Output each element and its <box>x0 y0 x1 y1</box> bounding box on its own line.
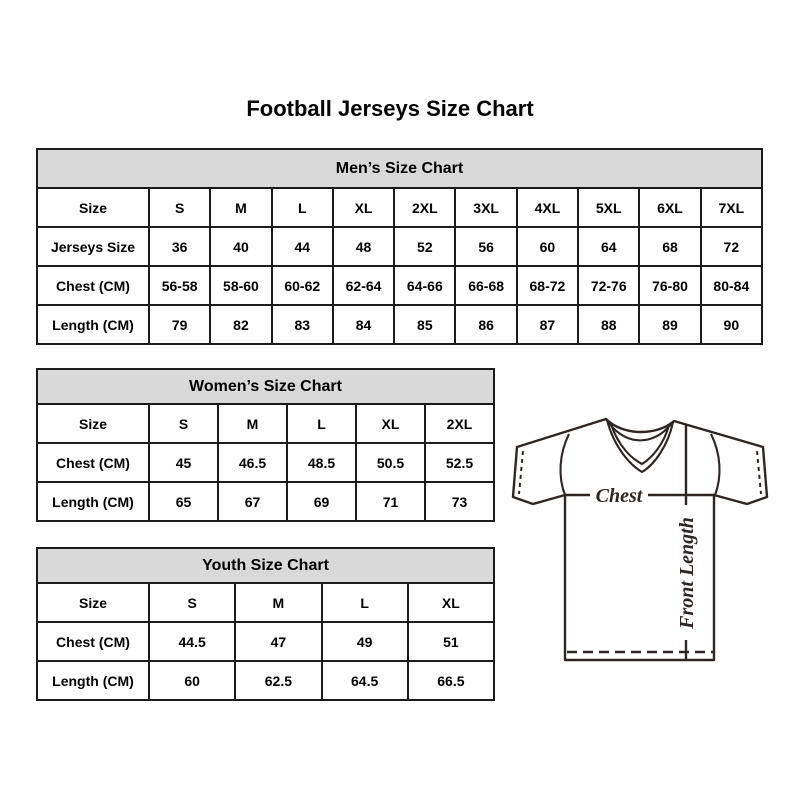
size-cell: S <box>149 188 210 227</box>
size-cell: 2XL <box>425 404 494 443</box>
size-cell: 60 <box>517 227 578 266</box>
size-cell: 89 <box>639 305 700 344</box>
size-cell: 36 <box>149 227 210 266</box>
size-cell: 69 <box>287 482 356 521</box>
size-cell: L <box>287 404 356 443</box>
size-cell: 71 <box>356 482 425 521</box>
row-label: Size <box>37 583 149 622</box>
size-cell: 64.5 <box>322 661 408 700</box>
size-cell: 83 <box>272 305 333 344</box>
size-cell: 76-80 <box>639 266 700 305</box>
size-cell: 88 <box>578 305 639 344</box>
size-cell: 64 <box>578 227 639 266</box>
table-row <box>37 583 494 622</box>
table-title: Youth Size Chart <box>37 548 494 583</box>
size-cell: 90 <box>701 305 762 344</box>
table-title: Men’s Size Chart <box>37 149 762 188</box>
size-cell: 51 <box>408 622 494 661</box>
front-length-label: Front Length <box>676 517 698 629</box>
size-cell: 68-72 <box>517 266 578 305</box>
size-cell: 73 <box>425 482 494 521</box>
size-cell: 84 <box>333 305 394 344</box>
table-row <box>37 404 494 443</box>
table-header-row <box>37 369 494 404</box>
size-cell: 82 <box>210 305 271 344</box>
row-label: Chest (CM) <box>37 443 149 482</box>
table-row <box>37 661 494 700</box>
size-cell: XL <box>333 188 394 227</box>
size-cell: 60 <box>149 661 235 700</box>
size-cell: 79 <box>149 305 210 344</box>
size-cell: M <box>235 583 321 622</box>
size-cell: 67 <box>218 482 287 521</box>
size-cell: M <box>218 404 287 443</box>
size-cell: XL <box>356 404 425 443</box>
size-cell: 72-76 <box>578 266 639 305</box>
table-header-row <box>37 149 762 188</box>
row-label: Length (CM) <box>37 305 149 344</box>
table-row <box>37 622 494 661</box>
row-label: Size <box>37 188 149 227</box>
mens-size-table <box>36 148 763 345</box>
size-cell: 4XL <box>517 188 578 227</box>
size-cell: S <box>149 404 218 443</box>
row-label: Chest (CM) <box>37 622 149 661</box>
table-title: Women’s Size Chart <box>37 369 494 404</box>
size-cell: L <box>322 583 408 622</box>
size-cell: 44.5 <box>149 622 235 661</box>
size-cell: XL <box>408 583 494 622</box>
size-cell: 49 <box>322 622 408 661</box>
size-cell: 52 <box>394 227 455 266</box>
size-cell: 40 <box>210 227 271 266</box>
table-row <box>37 266 762 305</box>
size-cell: 48.5 <box>287 443 356 482</box>
size-cell: 66-68 <box>455 266 516 305</box>
size-cell: 6XL <box>639 188 700 227</box>
right-cuff-dashed-line <box>757 451 761 494</box>
size-cell: 47 <box>235 622 321 661</box>
size-cell: 3XL <box>455 188 516 227</box>
size-cell: 86 <box>455 305 516 344</box>
size-cell: 60-62 <box>272 266 333 305</box>
row-label: Length (CM) <box>37 482 149 521</box>
row-label: Jerseys Size <box>37 227 149 266</box>
size-cell: 56 <box>455 227 516 266</box>
size-cell: 56-58 <box>149 266 210 305</box>
size-cell: 45 <box>149 443 218 482</box>
size-cell: 5XL <box>578 188 639 227</box>
size-cell: 62.5 <box>235 661 321 700</box>
chest-label: Chest <box>595 485 643 507</box>
size-cell: 44 <box>272 227 333 266</box>
left-cuff-dashed-line <box>519 451 523 494</box>
right-armhole-seam <box>711 434 720 495</box>
size-cell: 85 <box>394 305 455 344</box>
size-cell: 62-64 <box>333 266 394 305</box>
row-label: Size <box>37 404 149 443</box>
size-cell: 80-84 <box>701 266 762 305</box>
size-cell: S <box>149 583 235 622</box>
size-cell: 50.5 <box>356 443 425 482</box>
size-cell: 72 <box>701 227 762 266</box>
row-label: Length (CM) <box>37 661 149 700</box>
size-cell: 87 <box>517 305 578 344</box>
size-cell: 52.5 <box>425 443 494 482</box>
table-row <box>37 188 762 227</box>
table-header-row <box>37 548 494 583</box>
womens-size-table <box>36 368 495 522</box>
size-cell: M <box>210 188 271 227</box>
size-cell: 64-66 <box>394 266 455 305</box>
size-cell: 46.5 <box>218 443 287 482</box>
size-cell: 48 <box>333 227 394 266</box>
table-row <box>37 443 494 482</box>
jersey-measurement-diagram <box>502 402 778 668</box>
table-row <box>37 227 762 266</box>
table-row <box>37 482 494 521</box>
youth-size-table <box>36 547 495 701</box>
page-title: Football Jerseys Size Chart <box>246 96 534 121</box>
left-armhole-seam <box>560 434 569 495</box>
size-cell: 7XL <box>701 188 762 227</box>
size-cell: L <box>272 188 333 227</box>
size-cell: 2XL <box>394 188 455 227</box>
size-cell: 68 <box>639 227 700 266</box>
jersey-outline <box>513 419 767 660</box>
table-row <box>37 305 762 344</box>
size-cell: 66.5 <box>408 661 494 700</box>
row-label: Chest (CM) <box>37 266 149 305</box>
size-cell: 58-60 <box>210 266 271 305</box>
size-cell: 65 <box>149 482 218 521</box>
